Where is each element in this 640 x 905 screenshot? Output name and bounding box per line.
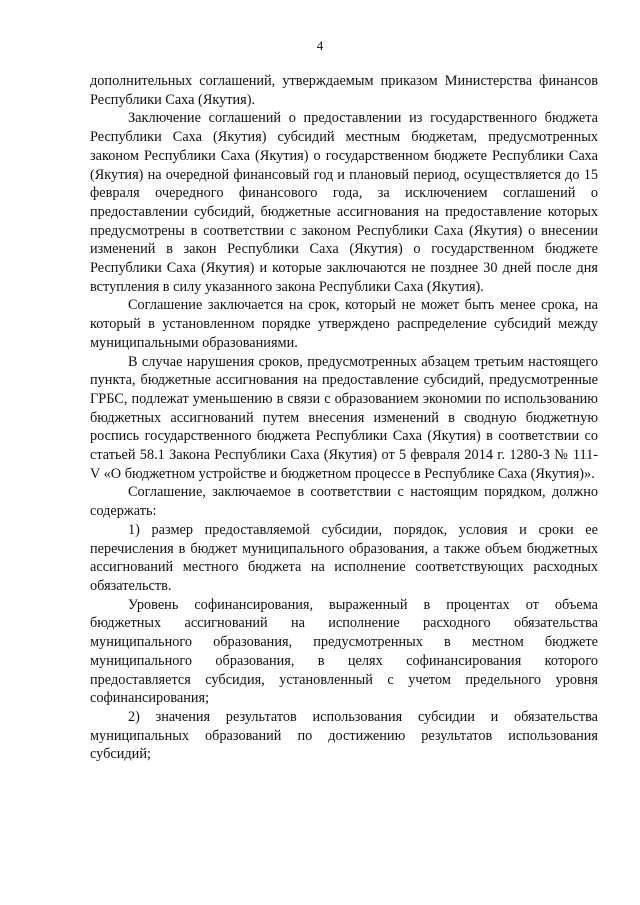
page-number: 4 xyxy=(316,38,324,53)
paragraph-agreement-term: Соглашение заключается на срок, который не может быть менее срока, на который в установленном порядке утверждено распределение субсидий между муниципальными образованиями. xyxy=(90,297,598,351)
list-item-2: 2) значения результатов использования субсидии и обязательства муниципальных образований по достижению результатов использования субсидий; xyxy=(90,708,598,763)
document-body xyxy=(90,72,598,764)
paragraph-agreement-contents: Соглашение, заключаемое в соответствии с настоящим порядком, должно содержать: xyxy=(90,484,598,520)
paragraph-deadline-violation: В случае нарушения сроков, предусмотренных абзацем третьим настоящего пункта, бюджетные ассигнования на предоставление субсидий, предусмотренные ГРБС, подлежат уменьшению в связи с образованием экономии по использованию бюджетных ассигнований путем внесения изменений в сводную бюджетную роспись государственного бюджета Республики Саха (Якутия) в соответствии со статьей 58.1 Закона Республики Саха (Якутия) от 5 февраля 2014 г. 1280-З № 111-V «О бюджетном устройстве и бюджетном процессе в Республике Саха (Якутия)». xyxy=(90,353,598,482)
paragraph-cofinancing-level: Уровень софинансирования, выраженный в процентах от объема бюджетных ассигнований на исполнение расходного обязательства муниципального образования, предусмотренных в местном бюджете муниципального образования, в целях софинансирования которого предоставляется субсидия, установленный с учетом предельного уровня софинансирования; xyxy=(90,596,598,707)
paragraph-continuation: дополнительных соглашений, утверждаемым приказом Министерства финансов Республики Саха (Якутия). xyxy=(90,73,598,108)
paragraph-agreement-conclusion: Заключение соглашений о предоставлении из государственного бюджета Республики Саха (Якутия) субсидий местным бюджетам, предусмотренных законом Республики Саха (Якутия) о государственном бюджете Республики Саха (Якутия) на очередной финансовый год и плановый период, осуществляется до 15 февраля очередного финансового года, за исключением соглашений о предоставлении субсидий, бюджетные ассигнования на предоставление которых предусмотрены в соответствии с законом Республики Саха (Якутия) о внесении изменений в закон Республики Саха (Якутия) о государственном бюджете Республики Саха (Якутия) и которые заключаются не позднее 30 дней после дня вступления в силу указанного закона Республики Саха (Якутия). xyxy=(90,110,598,295)
list-item-1: 1) размер предоставляемой субсидии, порядок, условия и сроки ее перечисления в бюджет муниципального образования, а также объем бюджетных ассигнований местного бюджета на исполнение соответствующих расходных обязательств. xyxy=(90,521,598,594)
